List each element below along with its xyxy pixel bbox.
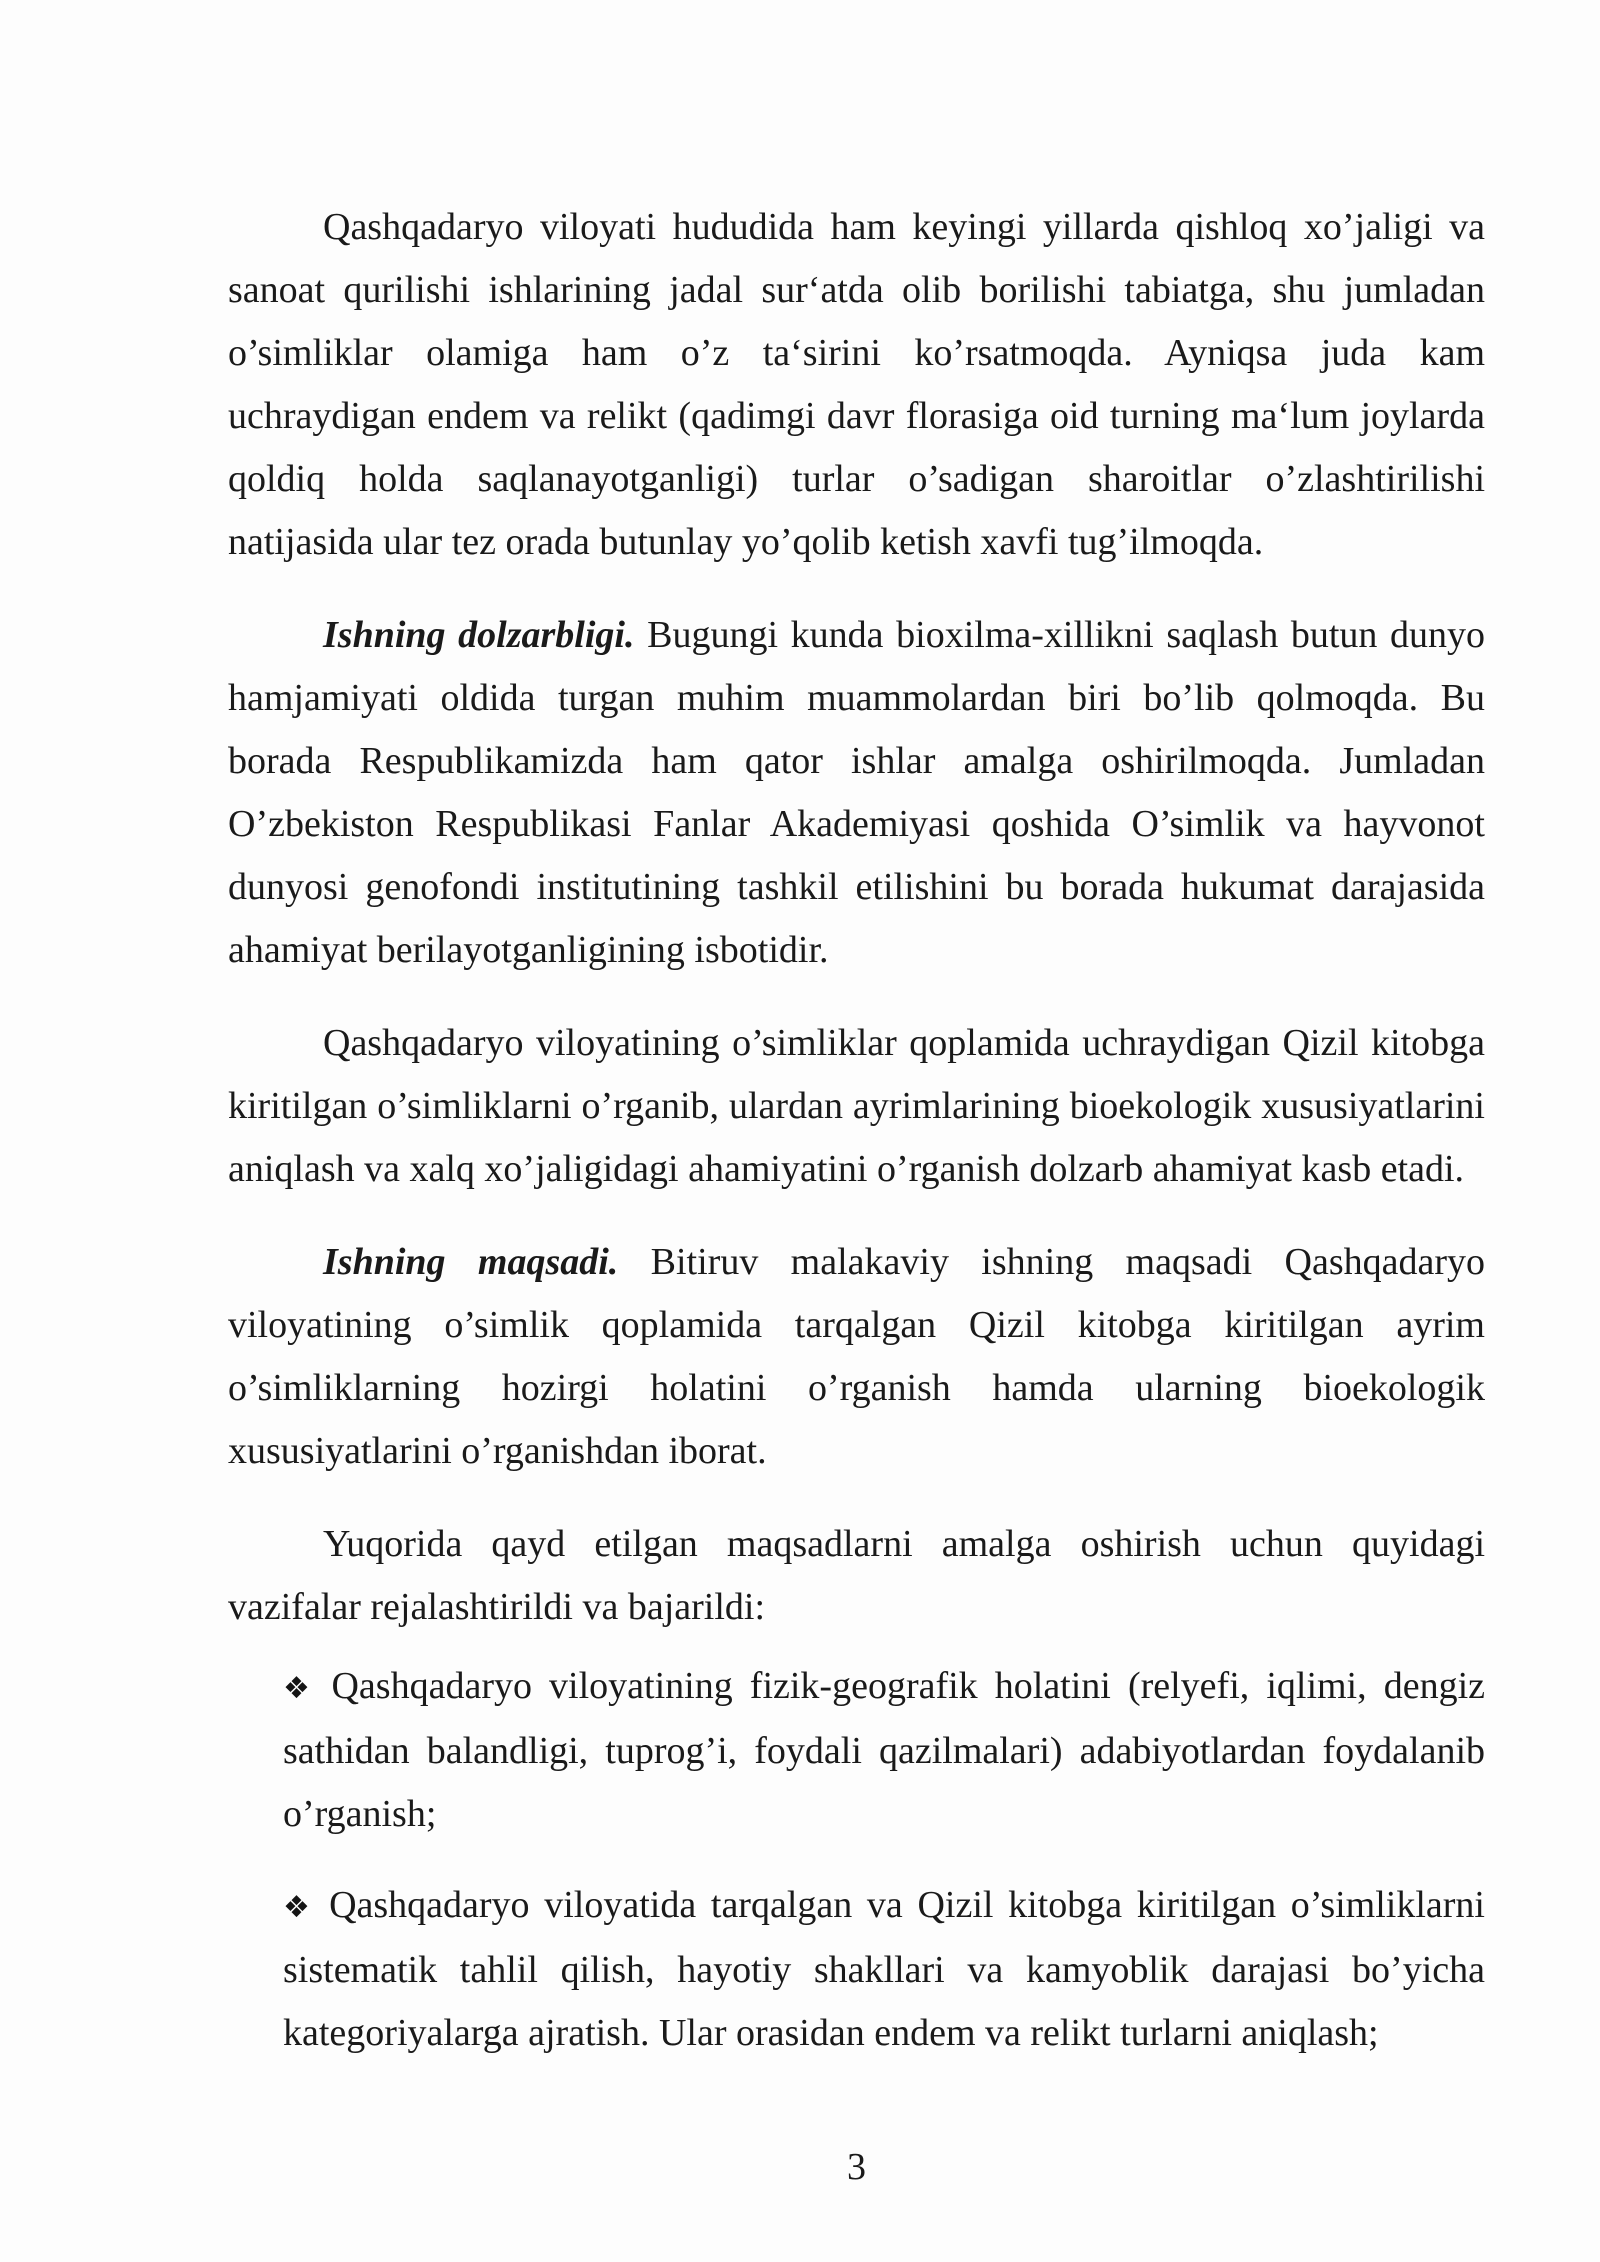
paragraph-text: Bugungi kunda bioxilma-xillikni saqlash butun dunyo hamjamiyati oldida turgan muhim muammolardan biri bo’lib qolmoqda. Bu borada Respublikamizda ham qator ishlar amalga oshirilmoqda. Jumladan O’zbekiston Respublikasi Fanlar Akademiyasi qoshida O’simlik va hayvonot dunyosi genofondi institutining tashkil etilishini bu borada hukumat darajasida ahamiyat berilayotganligining isbotidir. — [228, 614, 1486, 971]
page-number: 3 — [847, 2146, 866, 2188]
paragraph-text: Qashqadaryo viloyatining o’simliklar qoplamida uchraydigan Qizil kitobga kiritilgan o’simliklarni o’rganib, ulardan ayrimlarining bioekologik xususiyatlarini aniqlash va xalq xo’jaligidagi ahamiyatini o’rganish dolzarb ahamiyat kasb etadi. — [228, 1022, 1485, 1190]
paragraph-text: Qashqadaryo viloyati hududida ham keyingi yillarda qishloq xo’jaligi va sanoat qurilishi ishlarining jadal sur‘atda olib borilishi tabiatga, shu jumladan o’simliklar olamiga ham o’z ta‘sirini ko’rsatmoqda. Ayniqsa juda kam uchraydigan endem va relikt (qadimgi davr florasiga oid turning ma‘lum joylarda qoldiq holda saqlanayotganligi) turlar o’sadigan sharoitlar o’zlashtirilishi natijasida ular tez orada butunlay yo’qolib ketish xavfi tug’ilmoqda. — [228, 206, 1485, 563]
list-item-text: Qashqadaryo viloyatida tarqalgan va Qizil kitobga kiritilgan o’simliklarni sistematik tahlil qilish, hayotiy shakllari va kamyoblik darajasi bo’yicha kategoriyalarga ajratish. Ular orasidan endem va relikt turlarni aniqlash; — [283, 1884, 1485, 2054]
task-list — [228, 1655, 1485, 2065]
list-item — [283, 1655, 1485, 1846]
diamond-bullet-icon: ❖ — [283, 1890, 316, 1925]
diamond-bullet-icon: ❖ — [283, 1671, 318, 1706]
paragraph-dolzarbligi — [228, 604, 1485, 982]
list-item-text: Qashqadaryo viloyatining fizik-geografik holatini (relyefi, iqlimi, dengiz sathidan balandligi, tuprog’i, foydali qazilmalari) adabiyotlardan foydalanib o’rganish; — [283, 1665, 1485, 1835]
paragraph-vazifalar — [228, 1513, 1485, 1639]
paragraph-text: Bitiruv malakaviy ishning maqsadi Qashqadaryo viloyatining o’simlik qoplamida tarqalgan Qizil kitobga kiritilgan ayrim o’simliklarning hozirgi holatini o’rganish hamda ularning bioekologik xususiyatlarini o’rganishdan iborat. — [228, 1241, 1486, 1472]
paragraph-lead: Ishning maqsadi. — [323, 1241, 619, 1283]
paragraph-text: Yuqorida qayd etilgan maqsadlarni amalga oshirish uchun quyidagi vazifalar rejalashtirildi va bajarildi: — [228, 1523, 1485, 1628]
list-item — [283, 1874, 1485, 2065]
paragraph-qizil-kitob — [228, 1012, 1485, 1201]
paragraph-lead: Ishning dolzarbligi. — [323, 614, 635, 656]
paragraph-intro — [228, 196, 1485, 574]
paragraph-maqsadi — [228, 1231, 1485, 1483]
page-content — [228, 196, 1485, 2093]
